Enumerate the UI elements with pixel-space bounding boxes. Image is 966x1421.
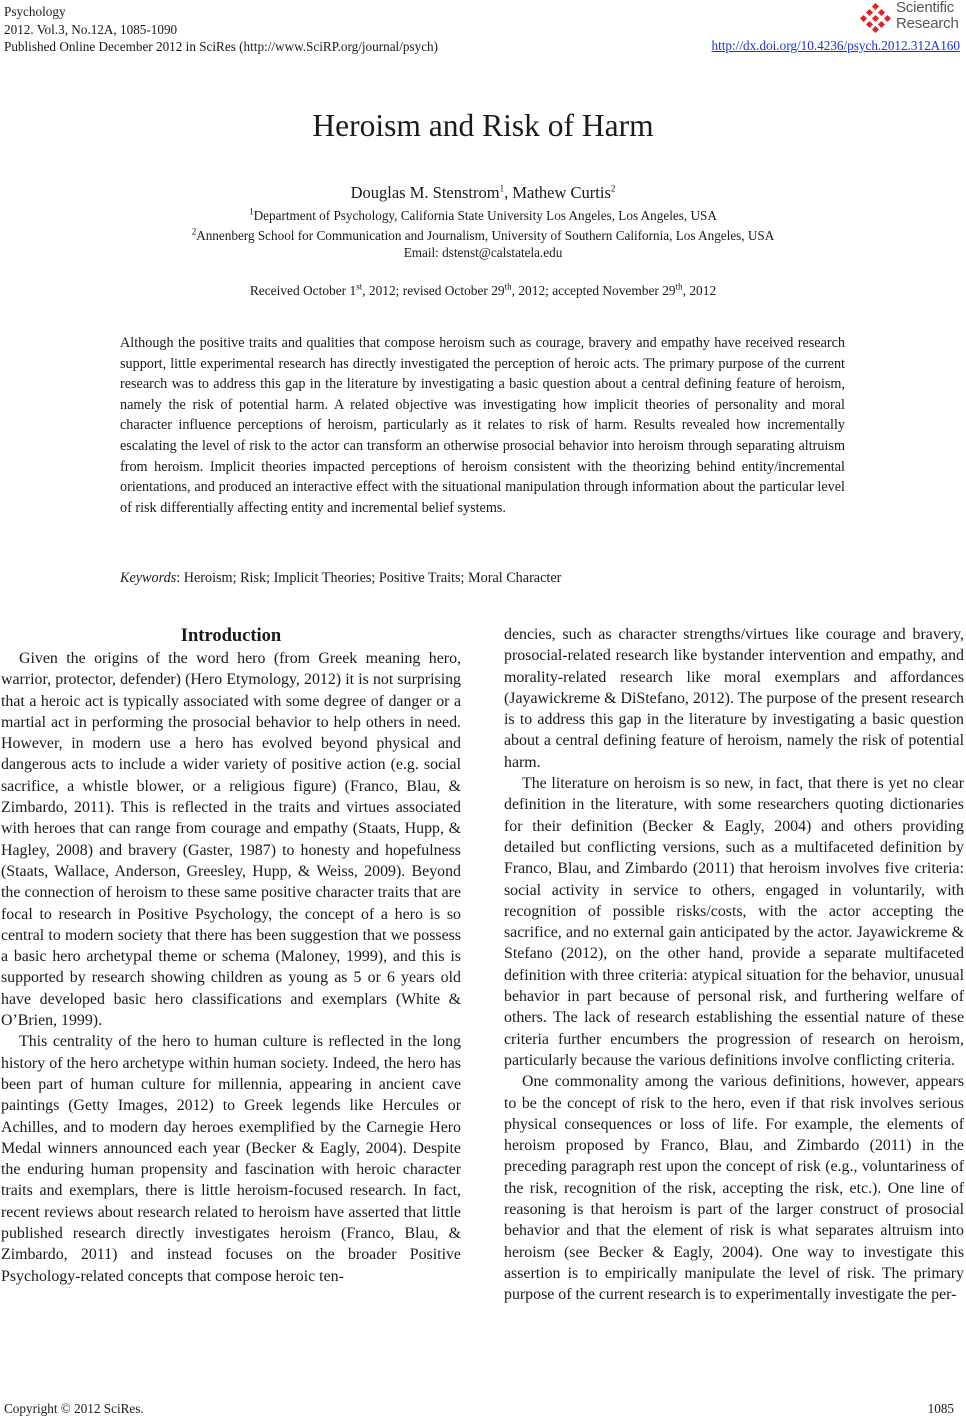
author-email: Email: dstenst@calstatela.edu [403,245,563,260]
affiliation-1 [0,208,966,224]
received-text: Received October 1 [249,283,357,298]
journal-name: Psychology [4,4,66,19]
abstract: Although the positive traits and qualities that compose heroism such as courage, bravery and empathy have received research support, little experimental research has directly investigated the perception of heroic acts. The primary purpose of the current research was to address this gap in the literature by investigating a basic question about a central defining feature of heroism, namely the risk of potential harm. A related objective was investigating how implicit theories of personality and moral character influence perceptions of heroism, particularly as it relates to risk of harm. Results revealed how incrementally escalating the level of risk to the actor can transform an otherwise prosocial behavior into heroism through separating altruism from heroism. Implicit theories impacted perceptions of heroism consistent with the theorizing behind entity/incremental orientations, and produced an interactive effect with the situational manipulation through information about the particular level of risk differentially affecting entity and incremental belief systems. [120,335,845,516]
doi-link[interactable]: http://dx.doi.org/10.4236/psych.2012.312A160 [711,38,960,53]
body-paragraph: Given the origins of the word hero (from Greek meaning hero, warrior, protector, defender) (Hero Etymology, 2012) it is not surprising that a heroic act is typically associated with some degree of danger or a martial act in performing the prosocial behavior to help others in need. However, in modern use a hero has evolved beyond physical and dangerous acts to include a wider variety of positive action (e.g. social sacrifice, a whistle blower, or a religious figure) (Franco, Blau, & Zimbardo, 2011). This is reflected in the traits and virtues associated with heroes that can range from courage and empathy (Staats, Hupp, & Hagley, 2008) and bravery (Gaster, 1987) to honesty and hopefulness (Staats, Wallace, Anderson, Greesley, Hupp, & Weiss, 2009). Beyond the connection of heroism to these same positive character traits that are focal to research in Positive Psychology, the concept of a hero is so central to modern society that there has been suggestion that we possess a basic hero archetypal theme or schema (Maloney, 1999), and this is supported by research showing children as young as 5 or 6 years old have developed basic hero classifications and exemplars (White & O’Brien, 1999). [1,650,461,1030]
logo-text-line1: Scientific [896,0,955,16]
date-suffix: th [675,281,683,292]
logo-text-line2: Research [896,15,959,32]
keywords-list: : Heroism; Risk; Implicit Theories; Positive Traits; Moral Character [176,570,562,586]
body-paragraph: This centrality of the hero to human culture is reflected in the long history of the hero archetype within human society. Indeed, the hero has been part of human culture for millennia, appearing in ancient cave paintings (Getty Images, 2012) to Greek legends like Hercules or Achilles, and to modern day heroes exemplified by the Carnegie Hero Medal winners announced each year (Becker & Eagly, 2004). Despite the enduring human propensity and fascination with heroic character traits and exemplars, there is little heroism-focused research. In fact, recent reviews about research related to heroism have asserted that little published research directly investigates heroism (Franco, Blau, & Zimbardo, 2011) and instead focuses on the broader Positive Psychology-related concepts that compose heroic ten- [1,1033,461,1285]
left-column [1,624,461,1287]
author-separator: , [504,183,513,202]
body-paragraph: dencies, such as character strengths/virtues like courage and bravery, prosocial-related research like bystander intervention and empathy, and morality-related research like moral exemplars and affordances (Jayawickreme & DiStefano, 2012). The purpose of the present research is to address this gap in the literature by investigating a basic question about a central defining feature of heroism, namely the risk of potential harm. [504,626,964,771]
affiliation-marker: 1 [499,183,505,194]
copyright: Copyright © 2012 SciRes. [4,1401,144,1416]
page-number: 1085 [927,1401,954,1416]
body-paragraph: The literature on heroism is so new, in fact, that there is yet no clear definition in the literature, with some researchers quoting dictionaries for their definition (Becker & Eagly, 2004) and others providing detailed but conflicting versions, such as a multifaceted definition by Franco, Blau, and Zimbardo (2011) that heroism involves five criteria: social activity in service to others, engaged in voluntarily, with recognition of possible risks/costs, with the actor accepting the sacrifice, and no external gain anticipated by the actor. Jayawickreme & Stefano (2012), on the other hand, provide a separate multifaceted definition with three criteria: atypical situation for the behavior, unusual behavior in part because of personal risk, and furthering welfare of others. The lack of research establishing the essential nature of these criteria further encumbers the progression of research on heroism, particularly because the various definitions involve conflicting criteria. [504,775,964,1069]
paper-title: Heroism and Risk of Harm [312,108,654,143]
keywords [120,570,561,587]
publication-info: Published Online December 2012 in SciRes (http://www.SciRP.org/journal/psych) [4,39,439,54]
body-paragraph: One commonality among the various definitions, however, appears to be the concept of risk to the hero, even if that risk involves serious physical consequences or loss of life. For example, the elements of heroism proposed by Franco, Blau, and Zimbardo (2011) in the preceding paragraph rest upon the concept of risk (e.g., voluntariness of the risk, recognition of the risk, accepting the risk, etc.). One line of reasoning is that heroism is part of the larger construct of prosocial behavior and that the element of risk is what separates altruism into heroism (see Becker & Eagly, 2004). One way to investigate this assertion is to empirically manipulate the level of risk. The primary purpose of the current research is to experimentally investigate the per- [504,1073,964,1304]
affiliation-2 [0,228,966,244]
journal-header [4,3,438,56]
author-list [0,183,966,203]
right-column [504,624,964,1306]
author-name: Mathew Curtis [512,183,611,202]
author-name: Douglas M. Stenstrom [350,183,500,202]
logo-mark-icon [860,3,892,33]
affiliation-text: Department of Psychology, California State University Los Angeles, Los Angeles, USA [253,208,717,223]
logo-text [896,0,959,32]
affiliation-text: Annenberg School for Communication and Journalism, University of Southern California, Los Angeles, USA [196,228,775,243]
affiliation-marker: 1 [249,206,254,217]
keywords-label: Keywords [120,570,177,586]
date-suffix: st [356,281,363,292]
year-text: , 2012 [682,283,717,298]
section-title: Introduction [180,626,282,646]
journal-volume: 2012. Vol.3, No.12A, 1085-1090 [4,21,178,37]
date-suffix: th [504,281,512,292]
revised-text: , 2012; revised October 29 [362,283,505,298]
affiliation-marker: 2 [610,183,616,194]
received-dates [0,283,966,299]
scientific-research-logo [860,0,960,36]
affiliation-marker: 2 [191,226,197,237]
accepted-text: , 2012; accepted November 29 [511,283,676,298]
